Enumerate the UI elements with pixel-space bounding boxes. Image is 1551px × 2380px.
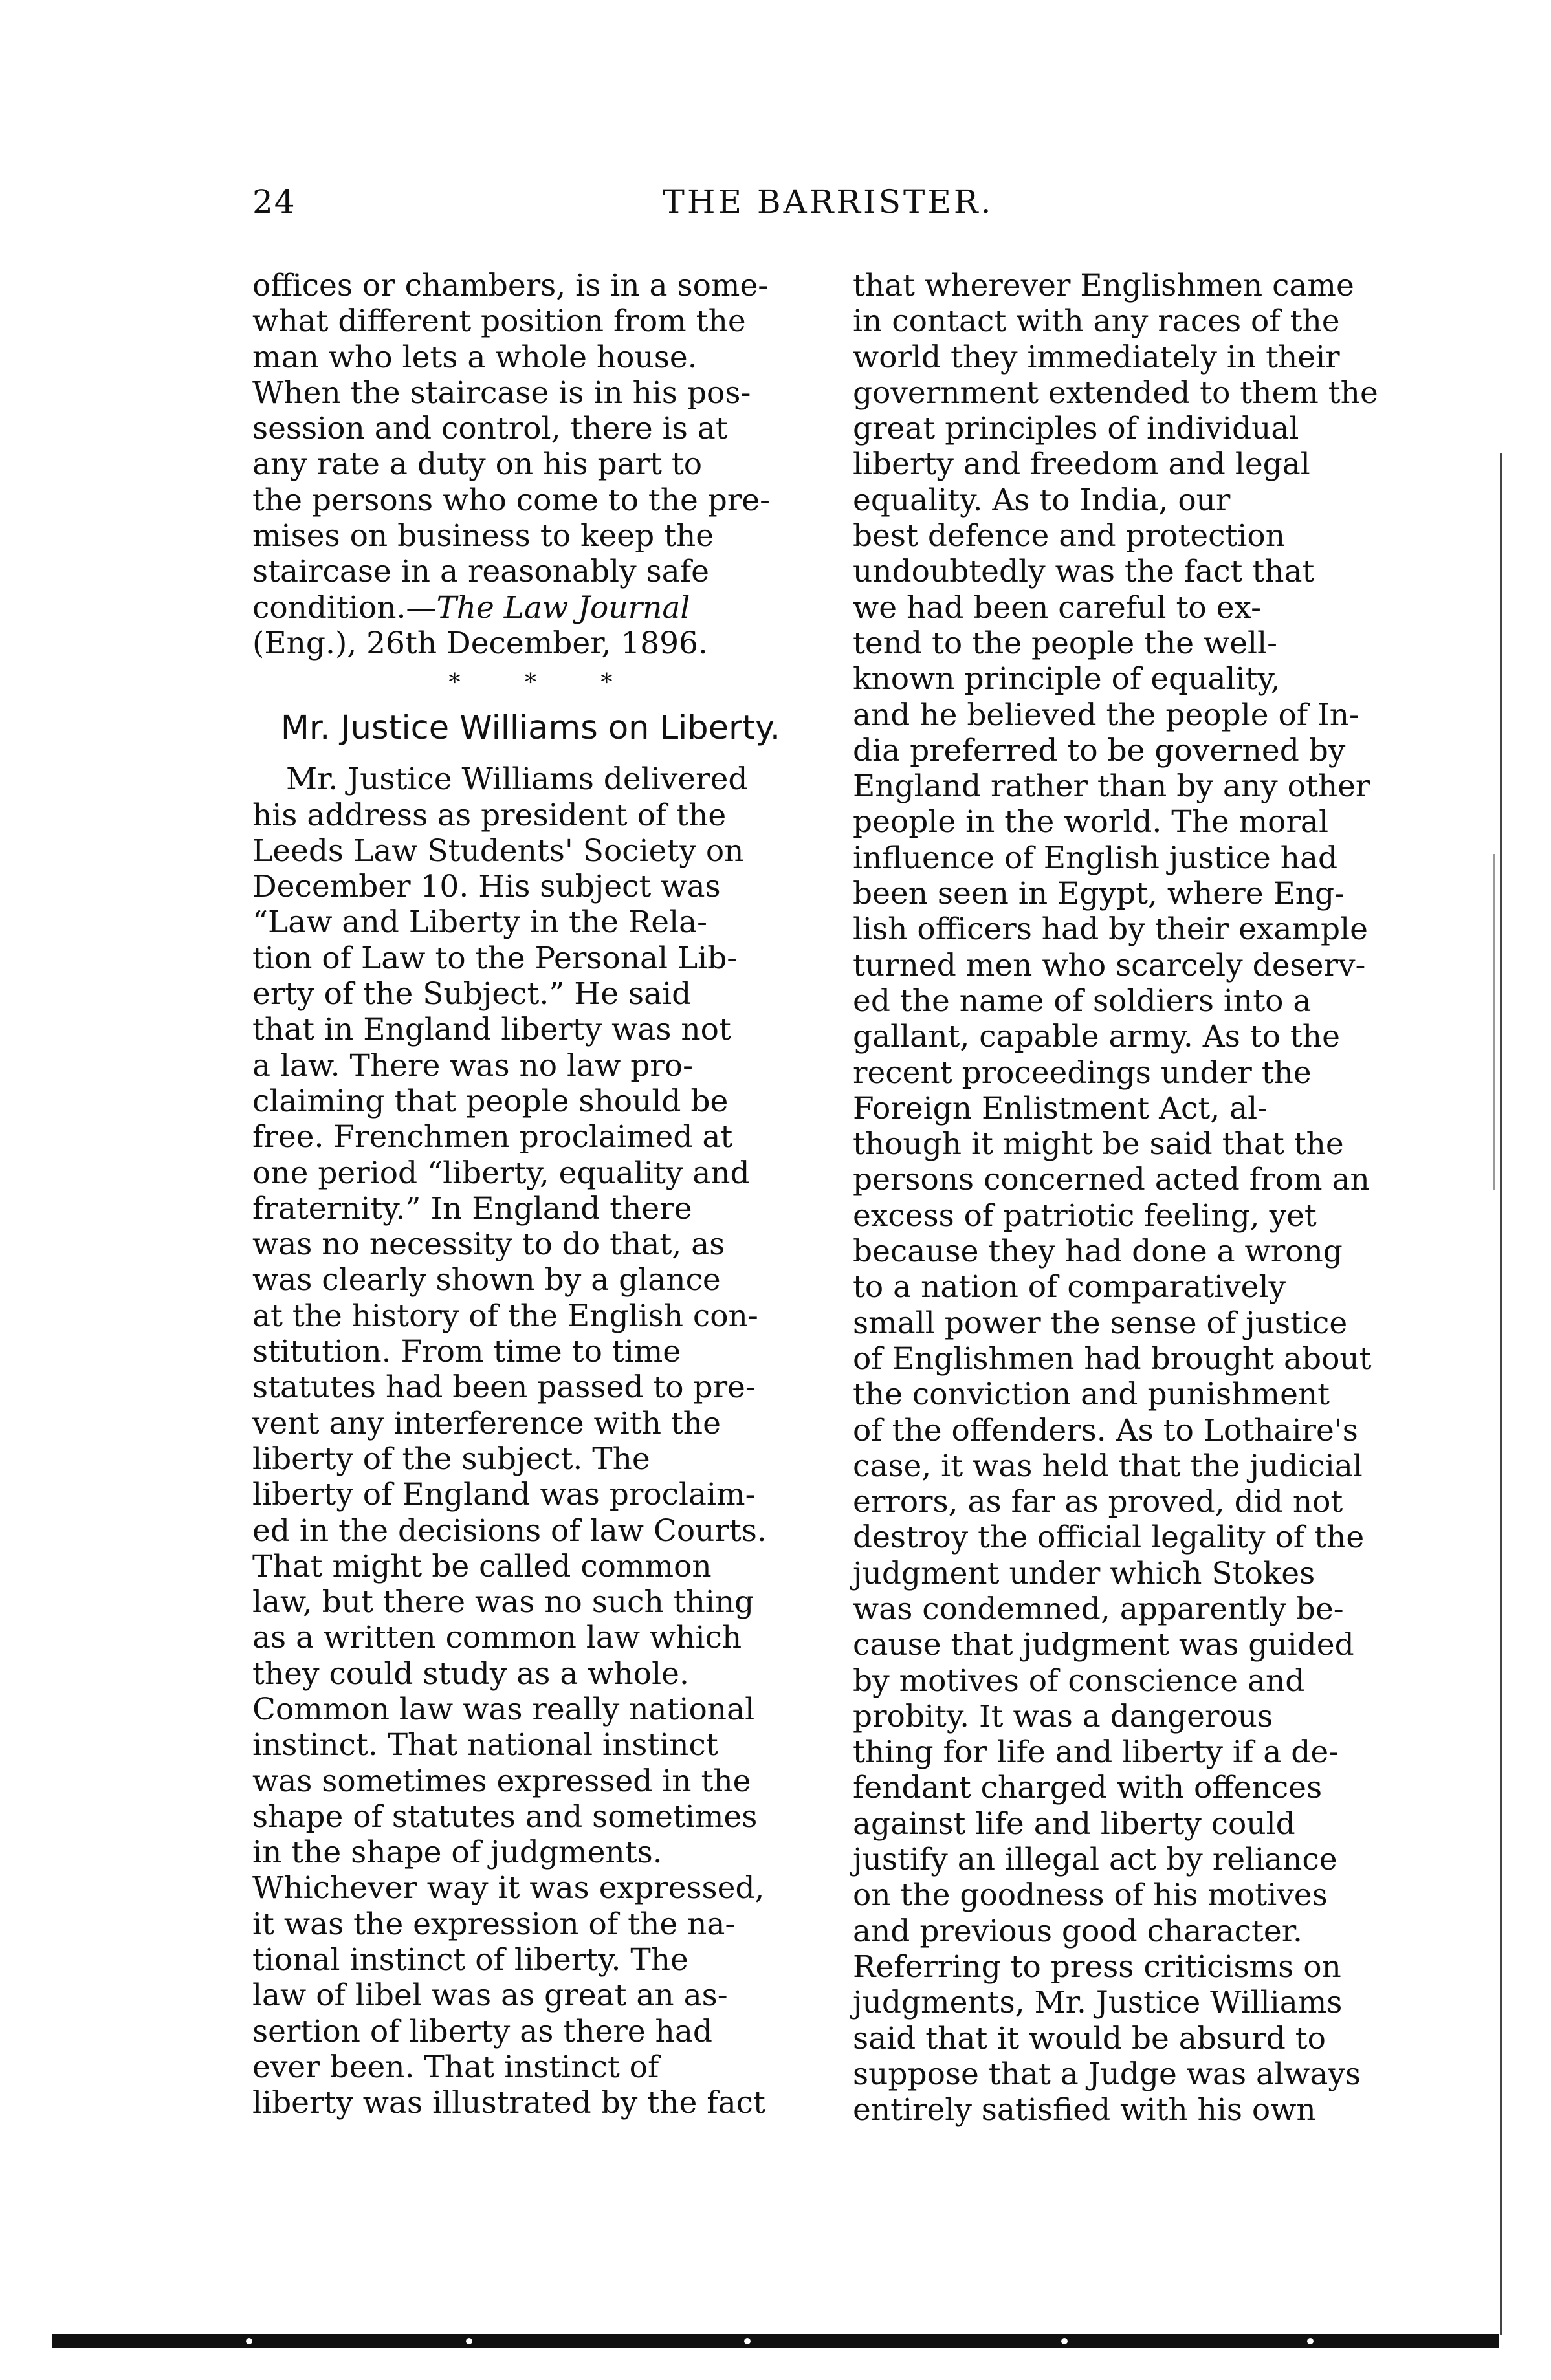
page-edge-shadow	[1493, 854, 1495, 1190]
right-column-paragraph: that wherever Englishmen came in contact with any races of the world they immediately in their government extended to them the great principles of individual liberty and freedom and legal equality. As to India, our best defence and protection undoubtedly was the fact that we had been careful to ex- tend to the people the well- known principle of equality, and he believed the people of In- dia preferred to be governed by England rather than by any other people in the world. The moral influence of English justice had been seen in Egypt, where Eng- lish officers had by their example turned men who scarcely deserv- ed the name of soldiers into a gallant, capable army. As to the recent proceedings under the Foreign Enlistment Act, al- though it might be said that the persons concerned acted from an excess of patriotic feeling, yet because they had done a wrong to a nation of comparatively small power the sense of justice of Englishmen had brought about the conviction and punishment of the offenders. As to Lothaire's case, it was held that the judicial errors, as far as proved, did not destroy the official legality of the judgment under which Stokes was condemned, apparently be- cause that judgment was guided by motives of conscience and probity. It was a dangerous thing for life and liberty if a de- fendant charged with offences against life and liberty could justify an illegal act by reliance on the goodness of his motives and previous good character. Referring to press criticisms on judgments, Mr. Justice Williams said that it would be absurd to suppose that a Judge was always entirely satisfied with his own	[853, 268, 1378, 2128]
scan-speck	[1307, 2338, 1314, 2344]
source-citation-italic: The Law Journal	[436, 589, 690, 626]
journal-title: THE BARRISTER.	[663, 183, 994, 221]
continued-paragraph	[252, 268, 809, 661]
page-number: 24	[252, 183, 296, 221]
scan-speck	[466, 2338, 472, 2344]
page-edge-rule	[1500, 453, 1502, 2335]
article-paragraph: Mr. Justice Williams delivered his address as president of the Leeds Law Students' Society on December 10. His subject was “Law and Liberty in the Rela- tion of Law to the Personal Lib- erty of the Subject.” He said that in England liberty was not a law. There was no law pro- claiming that people should be free. Frenchmen proclaimed at one period “liberty, equality and fraternity.” In England there was no necessity to do that, as was clearly shown by a glance at the history of the English con- stitution. From time to time statutes had been passed to pre- vent any interference with the liberty of the subject. The liberty of England was proclaim- ed in the decisions of law Courts. That might be called common law, but there was no such thing as a written common law which they could study as a whole. Common law was really national instinct. That national instinct was sometimes expressed in the shape of statutes and sometimes in the shape of judgments. Whichever way it was expressed, it was the expression of the na- tional instinct of liberty. The law of libel was as great an as- sertion of liberty as there had ever been. That instinct of liberty was illustrated by the fact	[252, 761, 767, 2121]
right-column	[853, 268, 1409, 2128]
scan-speck	[246, 2338, 252, 2344]
left-column	[252, 268, 809, 2121]
scan-speck	[744, 2338, 751, 2344]
scan-bottom-rule	[52, 2334, 1499, 2348]
source-citation-date: (Eng.), 26th December, 1896.	[252, 625, 708, 661]
running-head	[252, 182, 1404, 234]
article-heading: Mr. Justice Williams on Liberty.	[280, 709, 781, 748]
continued-paragraph-text: offices or chambers, is in a some- what different position from the man who lets a whole house. When the staircase is in his pos- session and control, there is at any rate a duty on his part to the persons who come to the pre- mises on business to keep the staircase in a reasonably safe condition.—	[252, 268, 770, 626]
scan-speck	[1061, 2338, 1068, 2344]
section-separator: * * *	[448, 670, 641, 697]
